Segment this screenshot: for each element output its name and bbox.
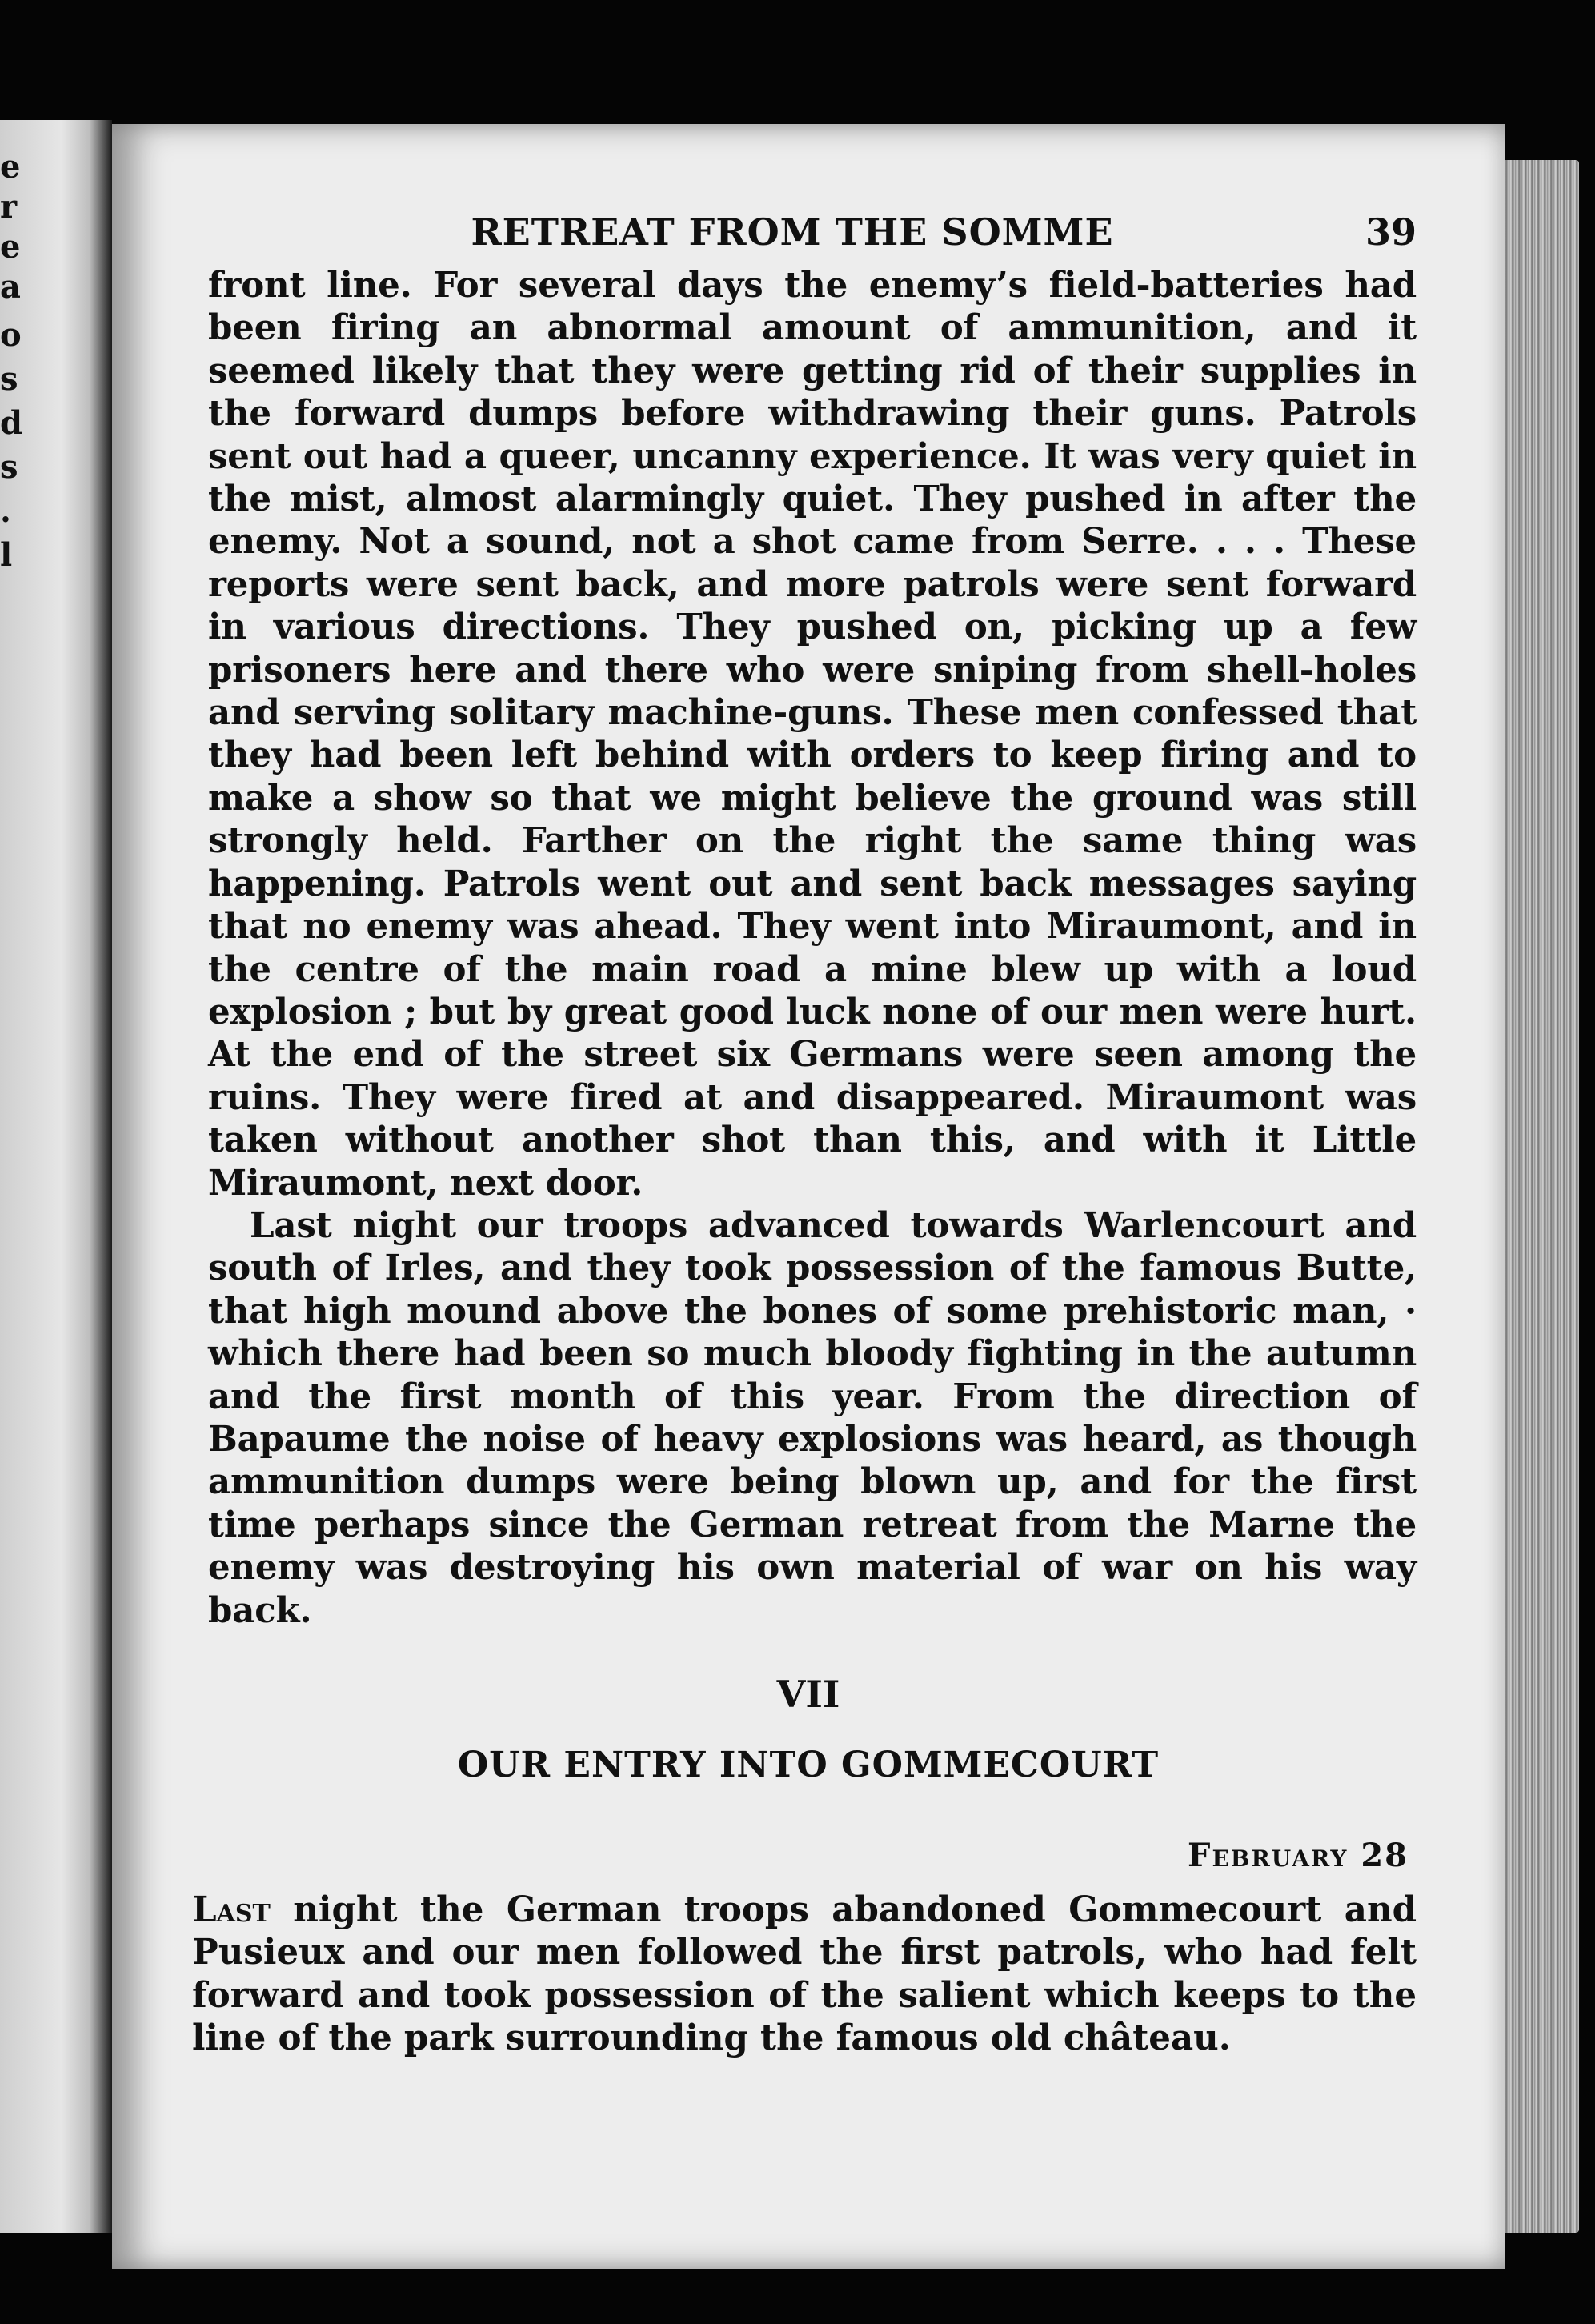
edge-letter: e [0, 228, 21, 266]
edge-letter: . [0, 492, 11, 530]
section-title: OUR ENTRY INTO GOMMECOURT [457, 1745, 1160, 1785]
running-title: RETREAT FROM THE SOMME [471, 210, 1114, 254]
paragraph: front line. For several days the enemy’s field-batteries had been firing an abnormal amount of ammunition, and it seemed likely that they were getting rid of their supplies in the forward dumps before withdrawing their guns. Patrols sent out had a queer, uncanny experience. It was very quiet in the mist, almost alarmingly quiet. They pushed in after the enemy. Not a sound, not a shot came from Serre. . . . These reports were sent back, and more patrols were sent forward in various directions. They pushed on, picking up a few prisoners here and there who were sniping from shell-holes and serving solitary machine-guns. These men confessed that they had been left behind with orders to keep firing and to make a show so that we might believe the ground was still strongly held. Farther on the right the same thing was happening. Patrols went out and sent back messages saying that no enemy was ahead. They went into Miraumont, and in the centre of the main road a mine blew up with a loud explosion ; but by great good luck none of our men were hurt. At the end of the street six Germans were seen among the ruins. They were fired at and disappeared. Miraumont was taken without another shot than this, and with it Little Miraumont, next door. [208, 265, 1417, 1204]
edge-letter: l [0, 536, 13, 574]
page-content [192, 124, 1425, 2269]
previous-page-edge [0, 120, 112, 2233]
edge-letter: r [0, 188, 18, 226]
edge-letter: s [0, 360, 18, 398]
section-body [192, 1889, 1417, 2060]
running-header [256, 210, 1425, 266]
edge-letter: e [0, 148, 21, 186]
edge-letter: a [0, 268, 21, 306]
edge-letter: o [0, 316, 22, 354]
paragraph: Last night our troops advanced towards Warlencourt and south of Irles, and they took possession of the famous Butte, that high mound above the bones of some prehistoric man, · which there had been so much bloody fighting in the autumn and the first month of this year. From the direction of Bapaume the noise of heavy explosions was heard, as though ammunition dumps were being blown up, and for the first time perhaps since the German retreat from the Marne the enemy was destroying his own material of war on his way back. [208, 1204, 1417, 1631]
book-page [112, 124, 1505, 2269]
page-number: 39 [1365, 210, 1417, 254]
edge-letter: d [0, 404, 22, 442]
paragraph-text: night the German troops abandoned Gommecourt and Pusieux and our men followed the first patrols, who had felt forward and took possession of the salient which keeps to the line of the park surrounding the famous old château. [192, 1889, 1417, 2059]
section-number: VII [776, 1673, 840, 1716]
body-text [208, 264, 1417, 1632]
dateline: February 28 [1188, 1837, 1409, 1874]
edge-letter: s [0, 448, 18, 486]
lead-word: Last [192, 1889, 271, 1930]
paragraph [192, 1889, 1417, 2060]
